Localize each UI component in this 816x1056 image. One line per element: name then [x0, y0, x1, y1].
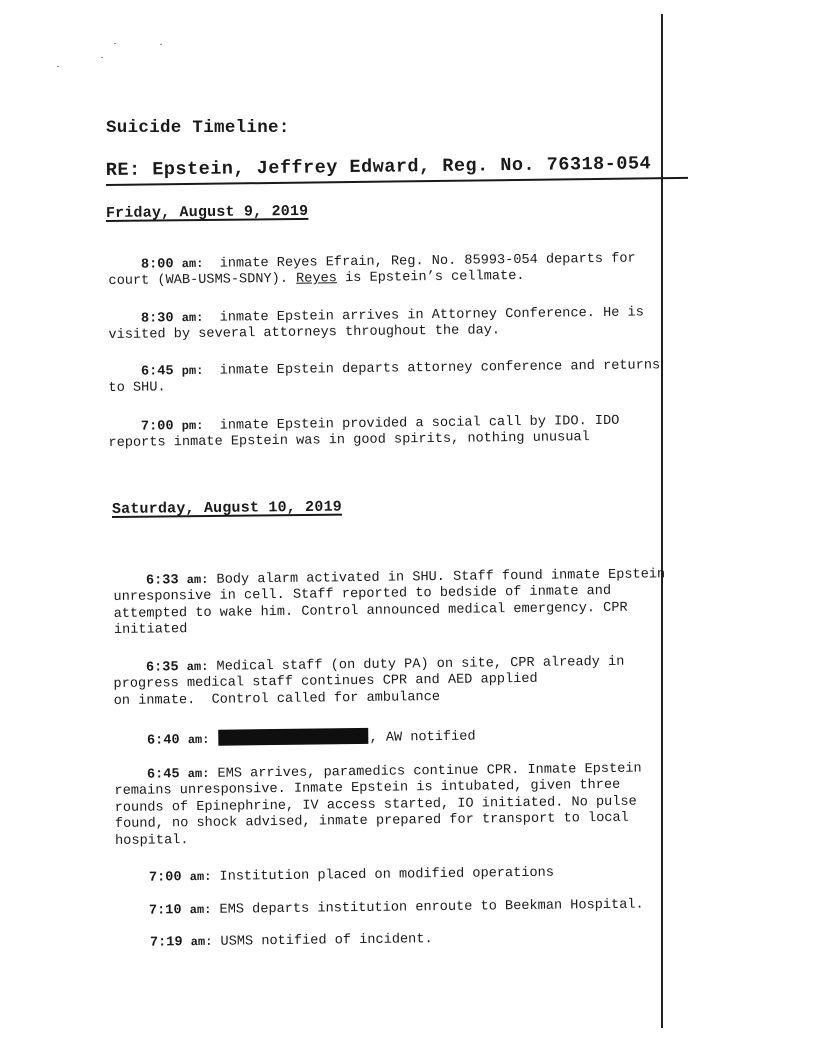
entry-text: found, no shock advised, inmate prepared for transport to local: [114, 810, 629, 832]
scan-speck: [160, 44, 162, 45]
subject-text: RE: Epstein, Jeffrey Edward, Reg. No. 76318-054: [105, 153, 652, 181]
entry-text: court (WAB-USMS-SDNY).: [108, 271, 297, 289]
entry-text: EMS departs institution enroute to Beekman Hospital.: [211, 897, 644, 918]
entry-ampm: am:: [187, 766, 210, 781]
entry-text: USMS notified of incident.: [212, 931, 433, 950]
entry-text: to SHU.: [108, 380, 166, 396]
entry-text: reports inmate Epstein was in good spirits, nothing unusual: [108, 430, 590, 451]
entry-time: 8:30: [140, 310, 174, 327]
entry-time: 7:00: [140, 418, 174, 435]
entry-ampm: am:: [189, 902, 212, 917]
entry-time: 6:45: [146, 766, 180, 783]
entry-text: attempted to wake him. Control announced medical emergency. CPR: [113, 600, 628, 622]
entry-ampm: am:: [189, 869, 212, 884]
entry-text: rounds of Epinephrine, IV access started, IO initiated. No pulse: [114, 794, 637, 816]
scan-speck: [101, 57, 103, 58]
entry-text: on inmate. Control called for ambulance: [113, 689, 441, 709]
entry-text: unresponsive in cell. Staff reported to bedside of inmate and: [113, 583, 612, 605]
day-heading-friday: Friday, August 9, 2019: [105, 202, 309, 222]
redaction-block: [218, 727, 368, 745]
entry-time: 7:19: [149, 934, 183, 951]
entry-ampm: am:: [186, 659, 209, 674]
entry-text: is Epstein’s cellmate.: [336, 268, 525, 287]
entry-time: 7:00: [148, 869, 182, 886]
timeline-entry: [108, 396, 620, 469]
entry-ampm: am:: [186, 572, 209, 587]
document-title: Suicide Timeline:: [106, 118, 290, 138]
entry-text: Institution placed on modified operations: [211, 865, 555, 885]
entry-ampm: am:: [187, 732, 210, 747]
entry-text: progress medical staff continues CPR and AED applied: [113, 671, 538, 692]
entry-time: 7:10: [148, 902, 182, 919]
scan-speck: [57, 66, 59, 67]
timeline-entry: [114, 744, 643, 867]
entry-time: 8:00: [140, 256, 174, 273]
entry-text: remains unresponsive. Inmate Epstein is intubated, given three: [114, 777, 621, 799]
entry-time: 6:33: [145, 572, 179, 589]
entry-text: EMS arrives, paramedics continue CPR. Inmate Epstein: [209, 761, 642, 782]
entry-text: visited by several attorneys throughout the day.: [108, 323, 501, 343]
day-heading-saturday: Saturday, August 10, 2019: [111, 498, 343, 518]
entry-time: 6:35: [145, 659, 179, 676]
entry-text: inmate Epstein departs attorney conference and returns: [203, 357, 661, 379]
entry-ampm: am:: [181, 256, 204, 271]
timeline-entry: [117, 914, 433, 968]
entry-text: Medical staff (on duty PA) on site, CPR already in: [208, 654, 625, 675]
entry-ampm: pm:: [181, 363, 204, 378]
entry-ampm: am:: [190, 934, 213, 949]
subject-line: [106, 153, 688, 181]
scan-speck: [114, 43, 116, 44]
entry-text: inmate Epstein arrives in Attorney Conference. He is: [203, 304, 644, 326]
entry-underlined-name: Reyes: [296, 271, 338, 287]
entry-text: Body alarm activated in SHU. Staff found inmate Epstein: [208, 566, 666, 588]
entry-text: inmate Epstein provided a social call by IDO. IDO: [203, 413, 620, 434]
entry-ampm: am:: [181, 310, 204, 325]
entry-ampm: pm:: [181, 418, 204, 433]
entry-text: inmate Reyes Efrain, Reg. No. 85993-054 departs for: [203, 251, 636, 272]
entry-text: [209, 732, 217, 747]
entry-time: 6:45: [140, 363, 174, 380]
entry-text: initiated: [113, 622, 188, 638]
entry-text: , AW notified: [369, 729, 476, 746]
entry-time: 6:40: [146, 732, 180, 749]
entry-text: hospital.: [115, 832, 189, 849]
